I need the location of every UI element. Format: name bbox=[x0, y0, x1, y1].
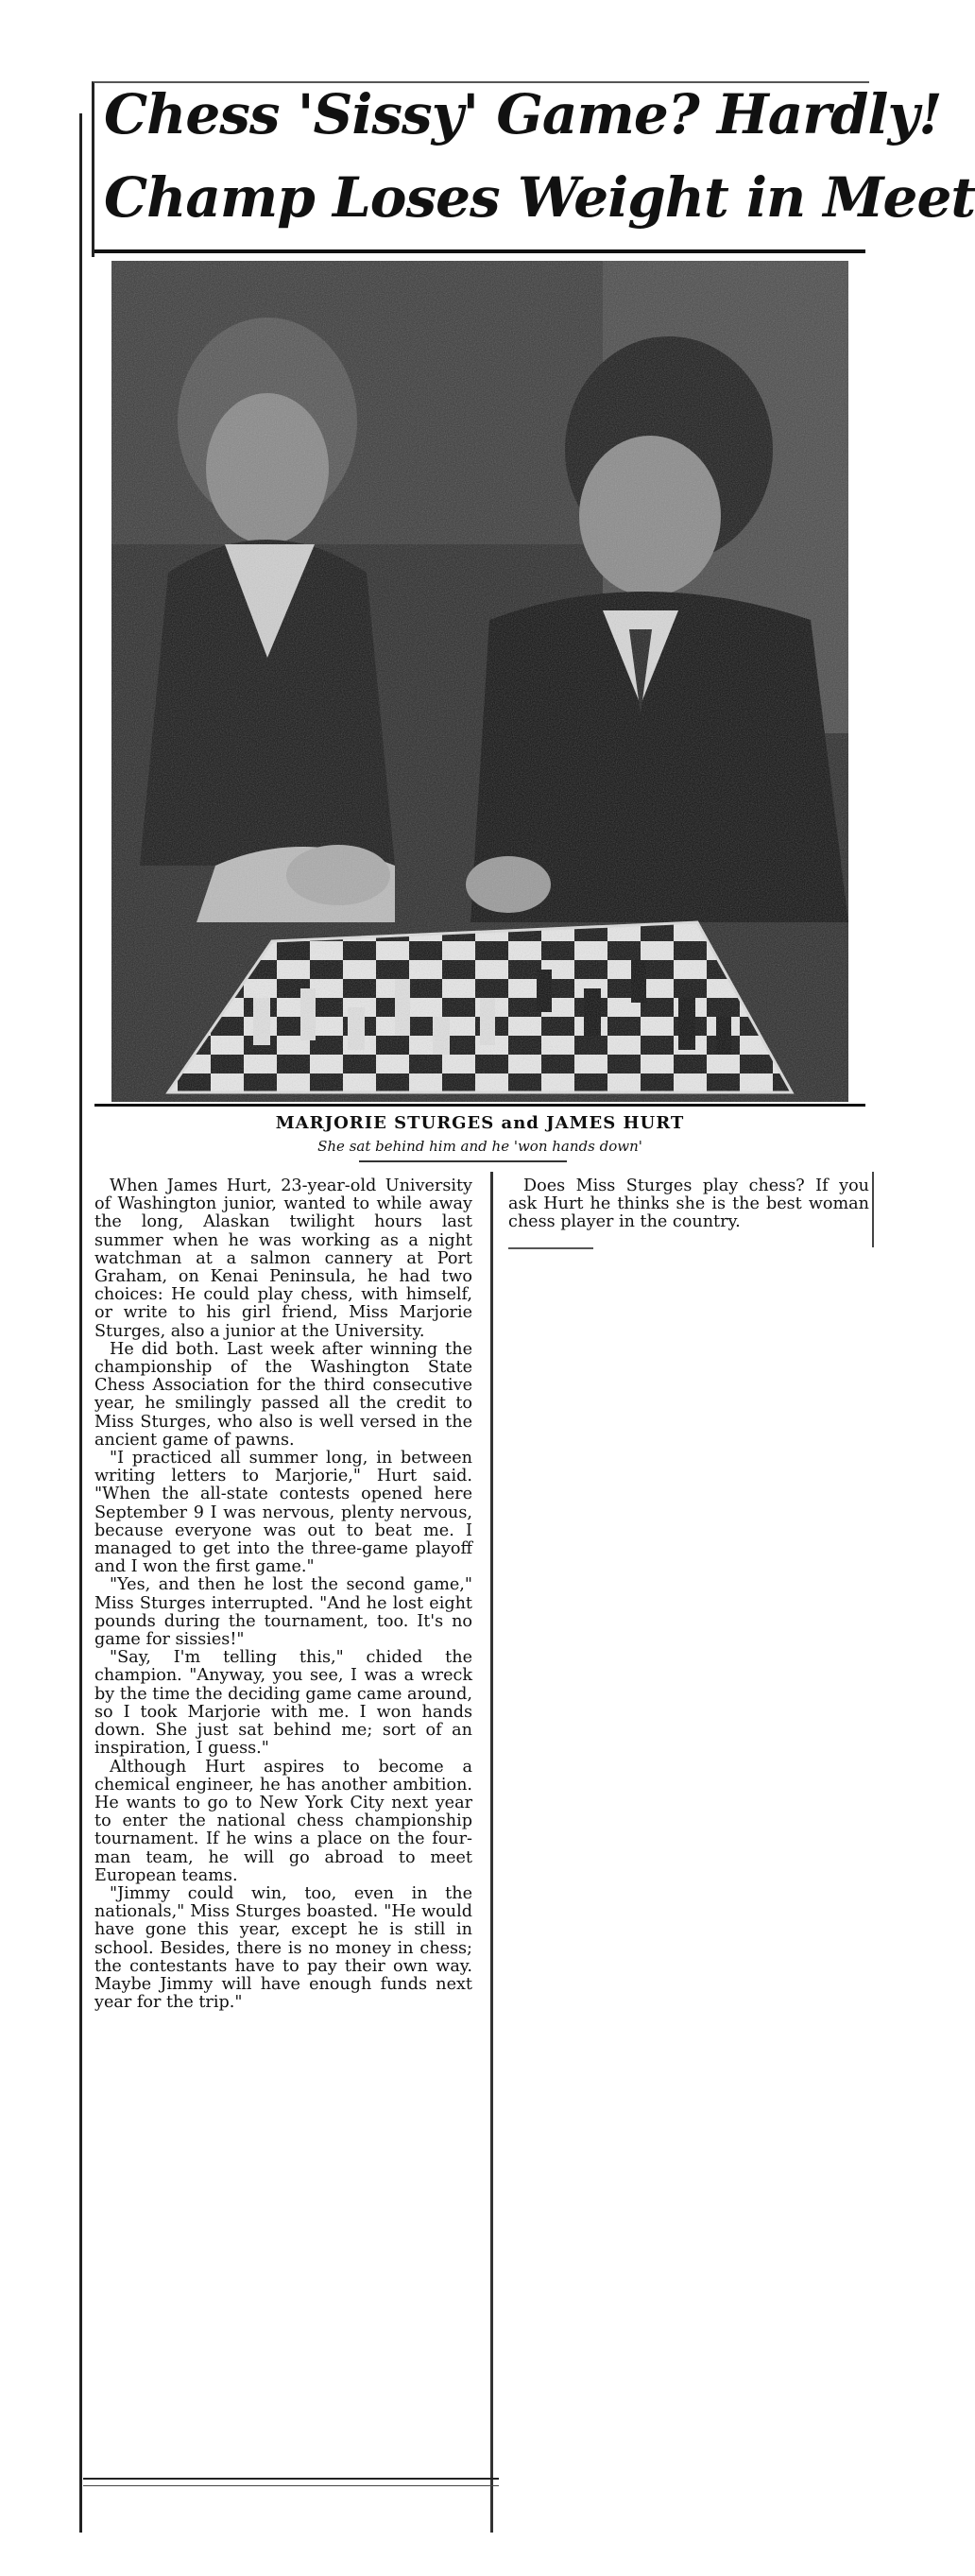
photo-caption-subtitle: She sat behind him and he 'won hands down' bbox=[317, 1138, 642, 1155]
photo-chess-players bbox=[111, 261, 848, 1102]
photo-bottom-rule bbox=[94, 1104, 865, 1107]
article-paragraph: When James Hurt, 23-year-old University of Washington junior, wanted to while away the long, Alaskan twilight hours last summer when he was working as a night watchman at a salmon cannery at Port Graham, on Kenai Peninsula, he had two choices: He could play chess, with himself, or write to his girl friend, Miss Marjorie Sturges, also a junior at the University. bbox=[94, 1176, 472, 1341]
article-paragraph: "Yes, and then he lost the second game," Miss Sturges interrupted. "And he lost eight pounds during the tournament, too. It's no game for sissies!" bbox=[94, 1575, 472, 1650]
photo-caption-names: MARJORIE STURGES and JAMES HURT bbox=[275, 1113, 685, 1133]
headline-line-1: Chess 'Sissy' Game? Hardly! bbox=[104, 82, 942, 146]
article-paragraph: "Jimmy could win, too, even in the nationals," Miss Sturges boasted. "He would have gone this year, except he is still in school. Besides, there is no money in chess; the contestants have to pay their own way. Maybe Jimmy will have enough funds next year for the trip." bbox=[94, 1883, 472, 2013]
article-paragraph: Although Hurt aspires to become a chemical engineer, he has another ambition. He wants to go to New York City next year to enter the national chess championship tournament. If he wins a place on the four-man team, he will go abroad to meet European teams. bbox=[94, 1757, 472, 1885]
right-column-rule bbox=[872, 1172, 874, 1247]
article-end-rule bbox=[83, 2478, 499, 2480]
article-end-rule-thin bbox=[83, 2485, 499, 2486]
article-paragraph: "I practiced all summer long, in between writing letters to Marjorie," Hurt said. "When the all-state contests opened here September 9 I was nervous, plenty nervous, because everyone was out to beat me. I managed to get into the three-game playoff and I won the first game." bbox=[94, 1449, 472, 1577]
article-column-left bbox=[94, 1177, 472, 2012]
caption-rule bbox=[359, 1160, 567, 1162]
article-paragraph: Does Miss Sturges play chess? If you ask Hurt he thinks she is the best woman chess player in the country. bbox=[508, 1176, 869, 1232]
article-column-right bbox=[508, 1177, 869, 1232]
article-paragraph: He did both. Last week after winning the championship of the Washington State Chess Association for the third consecutive year, he smilingly passed all the credit to Miss Sturges, who also is well versed in the ancient game of pawns. bbox=[94, 1339, 472, 1450]
headline-line-2: Champ Loses Weight in Meet bbox=[104, 165, 975, 230]
column-divider bbox=[490, 1172, 493, 2533]
headline-rule bbox=[94, 249, 865, 253]
left-column-rule bbox=[79, 113, 82, 2533]
right-column-end-rule bbox=[508, 1247, 593, 1249]
article-paragraph: "Say, I'm telling this," chided the champion. "Anyway, you see, I was a wreck by the time the deciding game came around, so I took Marjorie with me. I won hands down. She just sat behind me; sort of an inspiration, I guess." bbox=[94, 1648, 472, 1759]
